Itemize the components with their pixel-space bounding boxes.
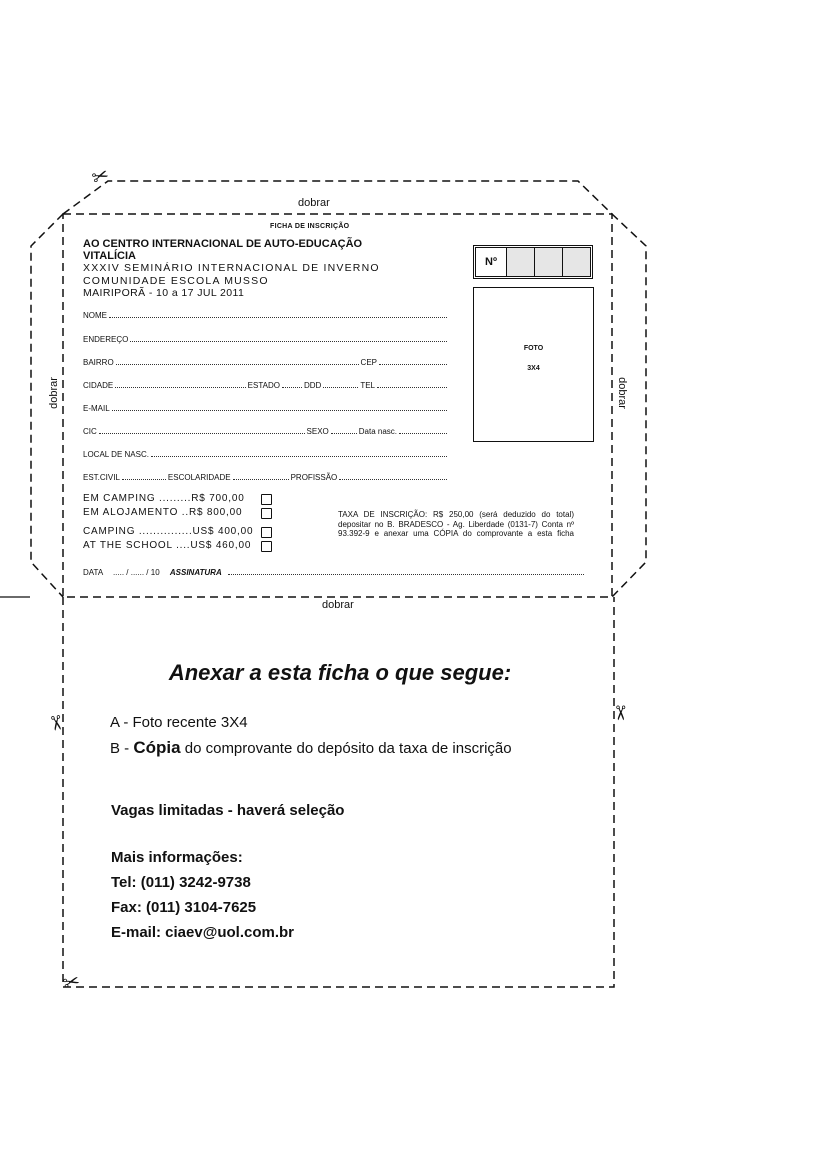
item-b-prefix: B - bbox=[110, 740, 134, 757]
est-civil-field[interactable] bbox=[83, 473, 449, 482]
scissors-icon: ✂ bbox=[43, 712, 70, 734]
bairro-cep-field[interactable] bbox=[83, 358, 449, 367]
endereco-label: ENDEREÇO bbox=[83, 335, 129, 344]
item-b-rest: do comprovante do depósito da taxa de inscrição bbox=[180, 740, 512, 757]
form-heading bbox=[83, 238, 380, 300]
est-civil-label: EST.CIVIL bbox=[83, 473, 120, 482]
cic-label: CIC bbox=[83, 427, 97, 436]
mais-info-heading: Mais informações: bbox=[111, 849, 243, 866]
photo-label: FOTO bbox=[523, 345, 544, 352]
item-b-bold: Cópia bbox=[133, 738, 181, 757]
date-placeholder[interactable]: ..... / ...... / 10 bbox=[112, 568, 160, 577]
tel-text: Tel: (011) 3242-9738 bbox=[111, 874, 251, 891]
option-checkbox[interactable] bbox=[261, 541, 272, 552]
option-label: AT THE SCHOOL .... bbox=[83, 540, 191, 551]
email-label: E-MAIL bbox=[83, 404, 110, 413]
tel-label: TEL bbox=[360, 381, 375, 390]
vagas-text: Vagas limitadas - haverá seleção bbox=[111, 802, 345, 819]
fold-label-right: dobrar bbox=[615, 377, 628, 409]
number-cell[interactable] bbox=[506, 248, 534, 276]
profissao-label: PROFISSÃO bbox=[290, 473, 338, 482]
ddd-label: DDD bbox=[303, 381, 322, 390]
scissors-icon: ✂ bbox=[60, 968, 83, 996]
option-camping-usd bbox=[83, 526, 253, 537]
cic-field[interactable] bbox=[83, 427, 449, 436]
option-camping-brl bbox=[83, 493, 245, 504]
nome-label: NOME bbox=[83, 311, 107, 320]
estado-label: ESTADO bbox=[247, 381, 280, 390]
form-title: FICHA DE INSCRIÇÃO bbox=[270, 223, 350, 230]
data-nasc-label: Data nasc. bbox=[358, 427, 397, 436]
option-alojamento-brl bbox=[83, 507, 242, 518]
option-school-usd bbox=[83, 540, 251, 551]
subheading-line-1: XXXIV SEMINÁRIO INTERNACIONAL DE INVERNO bbox=[83, 262, 380, 274]
cidade-field[interactable] bbox=[83, 381, 449, 390]
attach-item-a: A - Foto recente 3X4 bbox=[110, 714, 248, 731]
date-label: DATA bbox=[83, 568, 103, 577]
attach-item-b bbox=[110, 738, 512, 758]
number-cell[interactable] bbox=[562, 248, 590, 276]
endereco-field[interactable] bbox=[83, 335, 449, 344]
option-price: R$ 700,00 bbox=[191, 493, 245, 504]
scissors-icon: ✂ bbox=[608, 704, 633, 722]
heading-line-2: VITALÍCIA bbox=[83, 250, 136, 262]
local-nasc-label: LOCAL DE NASC. bbox=[83, 450, 149, 459]
email-field[interactable] bbox=[83, 404, 449, 413]
number-cell[interactable] bbox=[534, 248, 562, 276]
date-signature-row bbox=[83, 568, 584, 577]
fold-label-top: dobrar bbox=[298, 197, 330, 209]
photo-size: 3X4 bbox=[527, 365, 540, 372]
local-nasc-field[interactable] bbox=[83, 450, 449, 459]
subheading-line-2: COMUNIDADE ESCOLA MUSSO bbox=[83, 274, 269, 287]
top-flap-outline bbox=[63, 181, 612, 214]
email-text: E-mail: ciaev@uol.com.br bbox=[111, 924, 295, 941]
escolaridade-label: ESCOLARIDADE bbox=[167, 473, 231, 482]
option-checkbox[interactable] bbox=[261, 494, 272, 505]
photo-box bbox=[473, 287, 594, 442]
scissors-icon: ✂ bbox=[88, 161, 113, 191]
option-checkbox[interactable] bbox=[261, 527, 272, 538]
signature-line[interactable] bbox=[228, 574, 584, 575]
option-label: EM ALOJAMENTO .. bbox=[83, 507, 189, 518]
signature-label: ASSINATURA bbox=[169, 568, 222, 577]
subheading-line-3: MAIRIPORÃ - 10 a 17 JUL 2011 bbox=[83, 287, 245, 299]
cep-label: CEP bbox=[360, 358, 377, 367]
option-label: EM CAMPING ......... bbox=[83, 493, 192, 504]
option-price: US$ 460,00 bbox=[190, 540, 252, 551]
bairro-label: BAIRRO bbox=[83, 358, 114, 367]
fold-label-left: dobrar bbox=[47, 377, 60, 409]
tax-instructions: TAXA DE INSCRIÇÃO: R$ 250,00 (será deduzido do total) depositar no B. BRADESCO - Ag. Liberdade (0131-7) Conta nº 93.392-9 e anexar uma CÓPIA do comprovante a esta ficha bbox=[338, 510, 574, 538]
nome-field[interactable] bbox=[83, 311, 449, 320]
option-price: US$ 400,00 bbox=[192, 526, 254, 537]
option-price: R$ 800,00 bbox=[188, 507, 243, 518]
registration-number-box bbox=[473, 245, 593, 279]
heading-line-1: AO CENTRO INTERNACIONAL DE AUTO-EDUCAÇÃO bbox=[83, 238, 363, 250]
fax-text: Fax: (011) 3104-7625 bbox=[111, 899, 257, 916]
fold-label-bottom: dobrar bbox=[322, 599, 354, 611]
attach-title: Anexar a esta ficha o que segue: bbox=[168, 660, 512, 685]
option-label: CAMPING ............... bbox=[83, 526, 193, 537]
sexo-label: SEXO bbox=[306, 427, 329, 436]
number-label: Nº bbox=[485, 256, 497, 268]
option-checkbox[interactable] bbox=[261, 508, 272, 519]
cidade-label: CIDADE bbox=[83, 381, 114, 390]
